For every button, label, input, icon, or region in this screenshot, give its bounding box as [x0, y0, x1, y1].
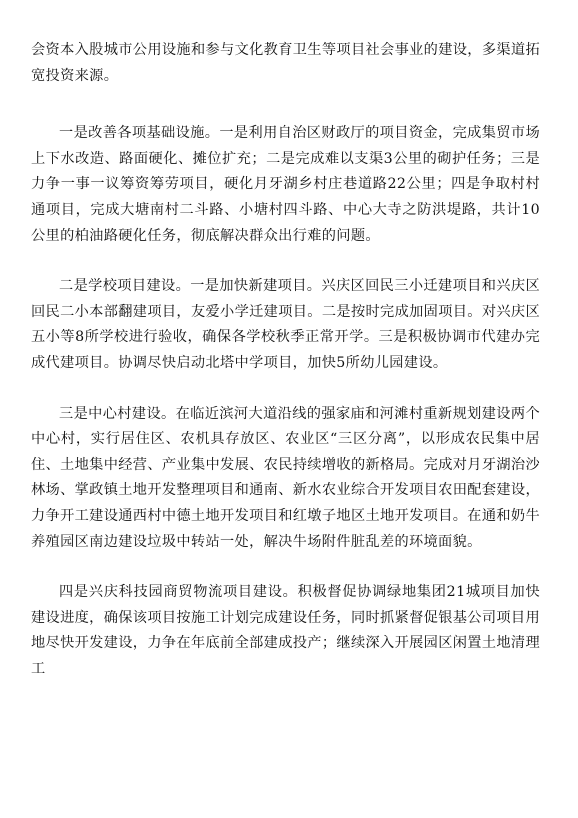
paragraph-central-village: 三是中心村建设。在临近滨河大道沿线的强家庙和河滩村重新规划建设两个中心村，实行居住区、农机具存放区、农业区“三区分离”，以形成农民集中居住、土地集中经营、产业集中发展、农民持续增收的新格局。完成对月牙湖治沙林场、掌政镇土地开发整理项目和通南、新水农业综合开发项目农田配套建设，力争开工建设通西村中德土地开发项目和红墩子地区土地开发项目。在通和奶牛养殖园区南边建设垃圾中转站一处，解决牛场附件脏乱差的环境面貌。	[31, 405, 540, 550]
paragraph-science-park: 四是兴庆科技园商贸物流项目建设。积极督促协调绿地集团21城项目加快建设进度，确保该项目按施工计划完成建设任务，同时抓紧督促银基公司项目用地尽快开发建设，力争在年底前全部建成投产；继续深入开展园区闲置土地清理工	[31, 584, 540, 677]
paragraph-intro-continuation: 会资本入股城市公用设施和参与文化教育卫生等项目社会事业的建设，多渠道拓宽投资来源。	[31, 42, 540, 84]
paragraph-school-projects: 二是学校项目建设。一是加快新建项目。兴庆区回民三小迁建项目和兴庆区回民二小本部翻建项目，友爱小学迁建项目。二是按时完成加固项目。对兴庆区五小等8所学校进行验收，确保各学校秋季正常开学。三是积极协调市代建办完成代建项目。协调尽快启动北塔中学项目，加快5所幼儿园建设。	[31, 278, 540, 371]
paragraph-infrastructure: 一是改善各项基础设施。一是利用自治区财政厅的项目资金，完成集贸市场上下水改造、路面硬化、摊位扩充；二是完成难以支渠3公里的砌护任务；三是力争一事一议筹资筹劳项目，硬化月牙湖乡村庄巷道路22公里；四是争取村村通项目，完成大塘南村二斗路、小塘村四斗路、中心大寺之防洪堤路，共计10公里的柏油路硬化任务，彻底解决群众出行难的问题。	[31, 125, 540, 244]
